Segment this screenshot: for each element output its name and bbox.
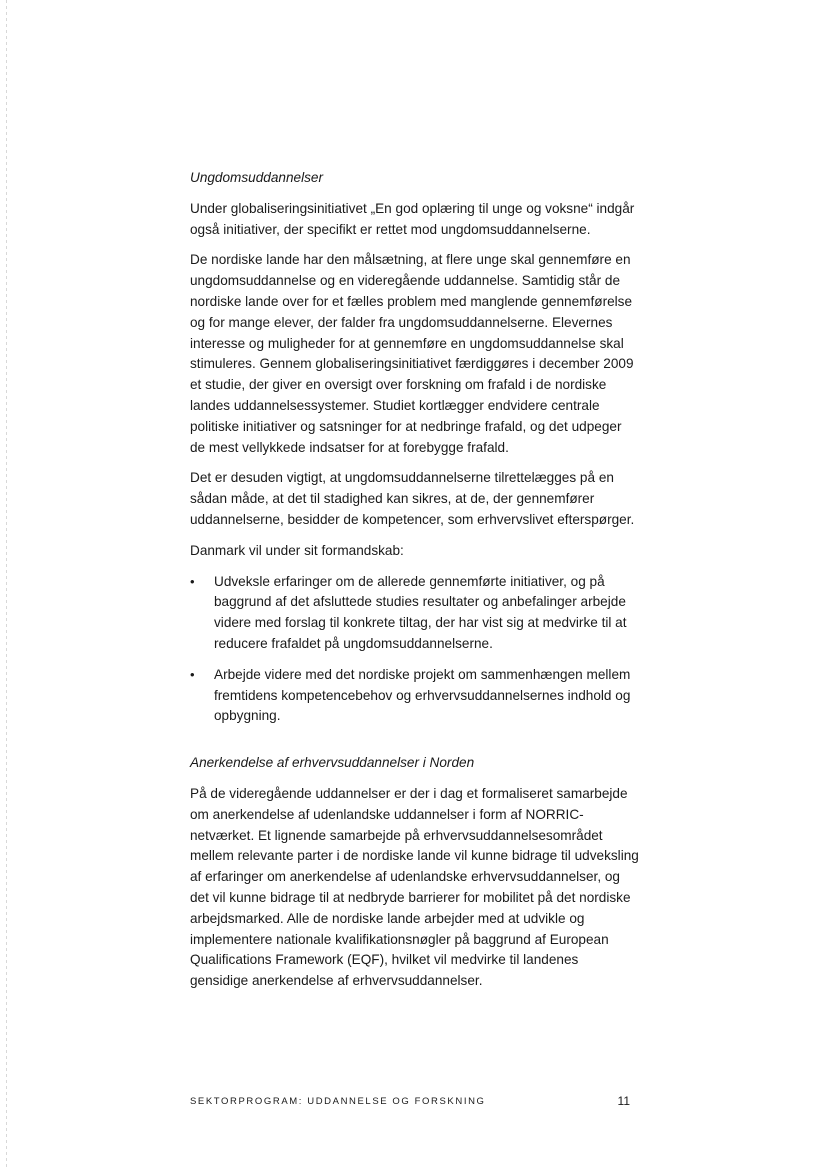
- bullet-text: Udveksle erfaringer om de allerede gennemførte initiativer, og på baggrund af det afsluttede studies resultater og anbefalinger arbejde videre med forslag til konkrete tiltag, der har vist sig at medvirke til at reducere frafaldet på ungdomsuddannelserne.: [214, 573, 627, 651]
- paragraph: Det er desuden vigtigt, at ungdomsuddannelserne tilrettelægges på en sådan måde, at det til stadighed kan sikres, at de, der gennemfører uddannelserne, besidder de kompetencer, som erhvervslivet efterspørger.: [190, 470, 635, 527]
- footer-label: SEKTORPROGRAM: UDDANNELSE OG FORSKNING: [190, 1095, 486, 1107]
- bullet-text: Arbejde videre med det nordiske projekt om sammenhængen mellem fremtidens kompetencebehov og erhvervsuddannelsernes indhold og opbygning.: [214, 666, 631, 724]
- page-number: 11: [617, 1094, 630, 1108]
- bullet-icon: •: [190, 666, 195, 682]
- bullet-icon: •: [190, 573, 195, 589]
- paragraph: Danmark vil under sit formandskab:: [190, 542, 404, 558]
- section-heading: Anerkendelse af erhvervsuddannelser i Norden: [190, 755, 475, 771]
- page-footer: [190, 1094, 630, 1108]
- paragraph: På de videregående uddannelser er der i dag et formaliseret samarbejde om anerkendelse af udenlandske uddannelser i form af NORRIC-netværket. Et lignende samarbejde på erhvervsuddannelsesområdet mellem relevante parter i de nordiske lande vil kunne bidrage til udveksling af erfaringer om anerkendelse af udenlandske erhvervsuddannelser, og det vil kunne bidrage til at nedbryde barrierer for mobilitet på det nordiske arbejdsmarked. Alle de nordiske lande arbejder med at udvikle og implementere nationale kvalifikationsnøgler på baggrund af European Qualifications Framework (EQF), hvilket vil medvirke til landenes gensidige anerkendelse af erhvervsuddannelser.: [190, 785, 639, 989]
- document-body: [190, 168, 640, 1002]
- section-heading: Ungdomsuddannelser: [190, 170, 324, 185]
- section-anerkendelse: [190, 753, 640, 992]
- bullet-item: [190, 665, 640, 727]
- bullet-list: [190, 572, 640, 728]
- section-ungdomsuddannelser: [190, 168, 640, 727]
- paragraph: De nordiske lande har den målsætning, at flere unge skal gennemføre en ungdomsuddannelse og en videregående uddannelse. Samtidig står de nordiske lande over for et fælles problem med manglende gennemførelse og for mange elever, der falder fra ungdomsuddannelserne. Elevernes interesse og muligheder for at gennemføre en ungdomsuddannelse skal stimuleres. Gennem globaliseringsinitiativet færdiggøres i december 2009 et studie, der giver en oversigt over forskning om frafald i de nordiske landes uddannelsessystemer. Studiet kortlægger endvidere centrale politiske initiativer og satsninger for at nedbringe frafald, og det udpeger de mest vellykkede indsatser for at forebygge frafald.: [190, 252, 634, 455]
- paragraph: Under globaliseringsinitiativet „En god oplæring til unge og voksne“ indgår også initiativer, der specifikt er rettet mod ungdomsuddannelserne.: [190, 200, 635, 237]
- bullet-item: [190, 572, 640, 655]
- scan-edge-line: [6, 0, 7, 1168]
